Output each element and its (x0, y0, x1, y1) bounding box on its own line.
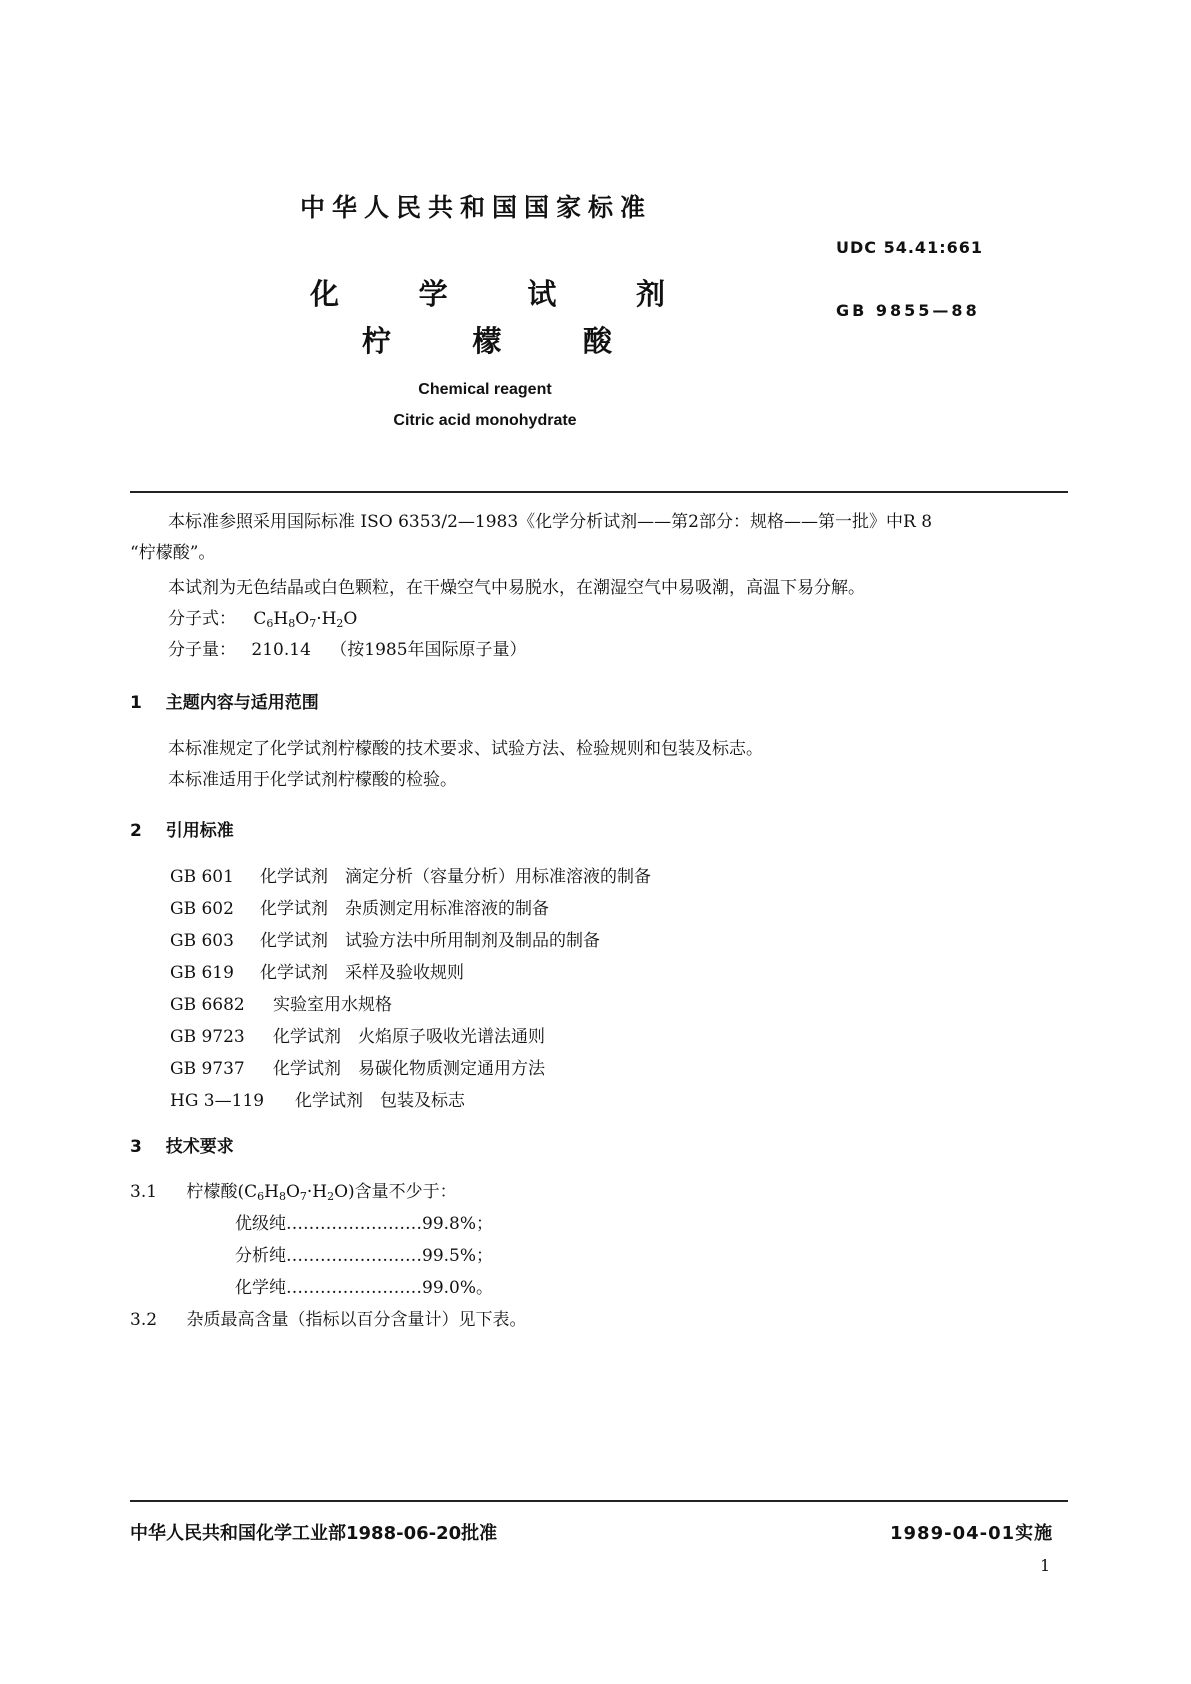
item-suffix: )含量不少于： (348, 1182, 457, 1202)
reference-text: 化学试剂 杂质测定用标准溶液的制备 (260, 899, 549, 919)
item-prefix: 柠檬酸( (186, 1182, 245, 1202)
gb-standard-number: GB 9855—88 (836, 301, 980, 320)
item-3-1 (130, 1180, 457, 1204)
reference-code: HG 3—119 (170, 1091, 265, 1111)
section-title: 引用标准 (165, 821, 234, 841)
reference-code: GB 601 (170, 867, 234, 887)
section-title: 技术要求 (165, 1137, 234, 1157)
section-2-heading (130, 816, 234, 841)
intro-line-3: 本试剂为无色结晶或白色颗粒，在干燥空气中易脱水，在潮湿空气中易吸潮，高温下易分解。 (168, 578, 865, 598)
formula-label: 分子式： (168, 609, 236, 629)
grade-value: 99.0%。 (422, 1278, 494, 1298)
grade-label: 优级纯 (235, 1214, 286, 1234)
reference-text: 化学试剂 包装及标志 (295, 1091, 465, 1111)
item-number: 3.2 (130, 1310, 158, 1330)
english-title-line-2: Citric acid monohydrate (393, 412, 577, 429)
grade-label: 分析纯 (235, 1246, 286, 1266)
reference-code: GB 602 (170, 899, 234, 919)
grade-dots: …………………… (286, 1246, 422, 1266)
section-title: 主题内容与适用范围 (165, 693, 319, 713)
section-1-line-2: 本标准适用于化学试剂柠檬酸的检验。 (168, 770, 457, 790)
reference-item (170, 990, 392, 1015)
item-number: 3.1 (130, 1182, 158, 1202)
reference-item (170, 1022, 545, 1047)
mass-value: 210.14 (251, 640, 311, 660)
reference-item (170, 862, 651, 887)
section-number: 2 (130, 821, 142, 841)
reference-item (170, 926, 600, 951)
title-char: 学 (418, 277, 448, 311)
title-char: 剂 (635, 277, 665, 311)
section-3-heading (130, 1132, 234, 1157)
reference-item (170, 958, 464, 983)
molecular-mass (168, 638, 527, 662)
title-char: 柠 (362, 324, 392, 358)
title-line-2 (362, 319, 612, 360)
page-number: 1 (1040, 1556, 1051, 1575)
grade-value: 99.8%； (422, 1214, 494, 1234)
title-char: 酸 (582, 324, 612, 358)
item-formula: $C_6H_8O_7\cdot H_2O$ (244, 1182, 349, 1203)
grade-dots: …………………… (286, 1214, 422, 1234)
title-char: 试 (527, 277, 557, 311)
reference-code: GB 603 (170, 931, 234, 951)
item-text: 杂质最高含量（指标以百分含量计）见下表。 (186, 1310, 527, 1330)
title-char: 檬 (472, 324, 502, 358)
intro-line-2: “柠檬酸”。 (130, 543, 216, 563)
reference-code: GB 9723 (170, 1027, 245, 1047)
section-1-heading (130, 688, 319, 713)
reference-item (170, 894, 549, 919)
reference-text: 化学试剂 试验方法中所用制剂及制品的制备 (260, 931, 600, 951)
reference-text: 化学试剂 采样及验收规则 (260, 963, 464, 983)
footer-divider (130, 1500, 1068, 1502)
section-number: 3 (130, 1137, 142, 1157)
grade-row (235, 1244, 493, 1268)
english-title-line-1: Chemical reagent (418, 381, 552, 398)
reference-code: GB 6682 (170, 995, 245, 1015)
mass-label: 分子量： (168, 640, 236, 660)
reference-code: GB 619 (170, 963, 234, 983)
reference-text: 化学试剂 滴定分析（容量分析）用标准溶液的制备 (260, 867, 651, 887)
grade-label: 化学纯 (235, 1278, 286, 1298)
title-line-1 (310, 272, 665, 313)
reference-text: 化学试剂 易碳化物质测定通用方法 (273, 1059, 545, 1079)
molecular-formula (168, 607, 357, 631)
title-char: 化 (310, 277, 340, 311)
reference-code: GB 9737 (170, 1059, 245, 1079)
item-3-2 (130, 1308, 526, 1332)
reference-text: 实验室用水规格 (273, 995, 392, 1015)
reference-item (170, 1054, 545, 1079)
section-1-line-1: 本标准规定了化学试剂柠檬酸的技术要求、试验方法、检验规则和包装及标志。 (168, 739, 763, 759)
grade-dots: …………………… (286, 1278, 422, 1298)
section-number: 1 (130, 693, 142, 713)
reference-item (170, 1086, 465, 1111)
approval-statement: 中华人民共和国化学工业部1988-06-20批准 (130, 1523, 498, 1544)
intro-line-1: 本标准参照采用国际标准 ISO 6353/2—1983《化学分析试剂——第2部分：规格——第一批》中R 8 (168, 512, 933, 532)
header-divider (130, 491, 1068, 493)
udc-number: UDC 54.41:661 (836, 238, 983, 257)
reference-text: 化学试剂 火焰原子吸收光谱法通则 (273, 1027, 545, 1047)
mass-note: （按1985年国际原子量） (330, 640, 527, 660)
grade-row (235, 1212, 493, 1236)
formula-value: $C_6H_8O_7\cdot H_2O$ (253, 609, 358, 630)
grade-row (235, 1276, 493, 1300)
effective-date: 1989-04-01实施 (890, 1523, 1054, 1544)
national-standard-heading: 中华人民共和国国家标准 (300, 193, 653, 222)
grade-value: 99.5%； (422, 1246, 494, 1266)
